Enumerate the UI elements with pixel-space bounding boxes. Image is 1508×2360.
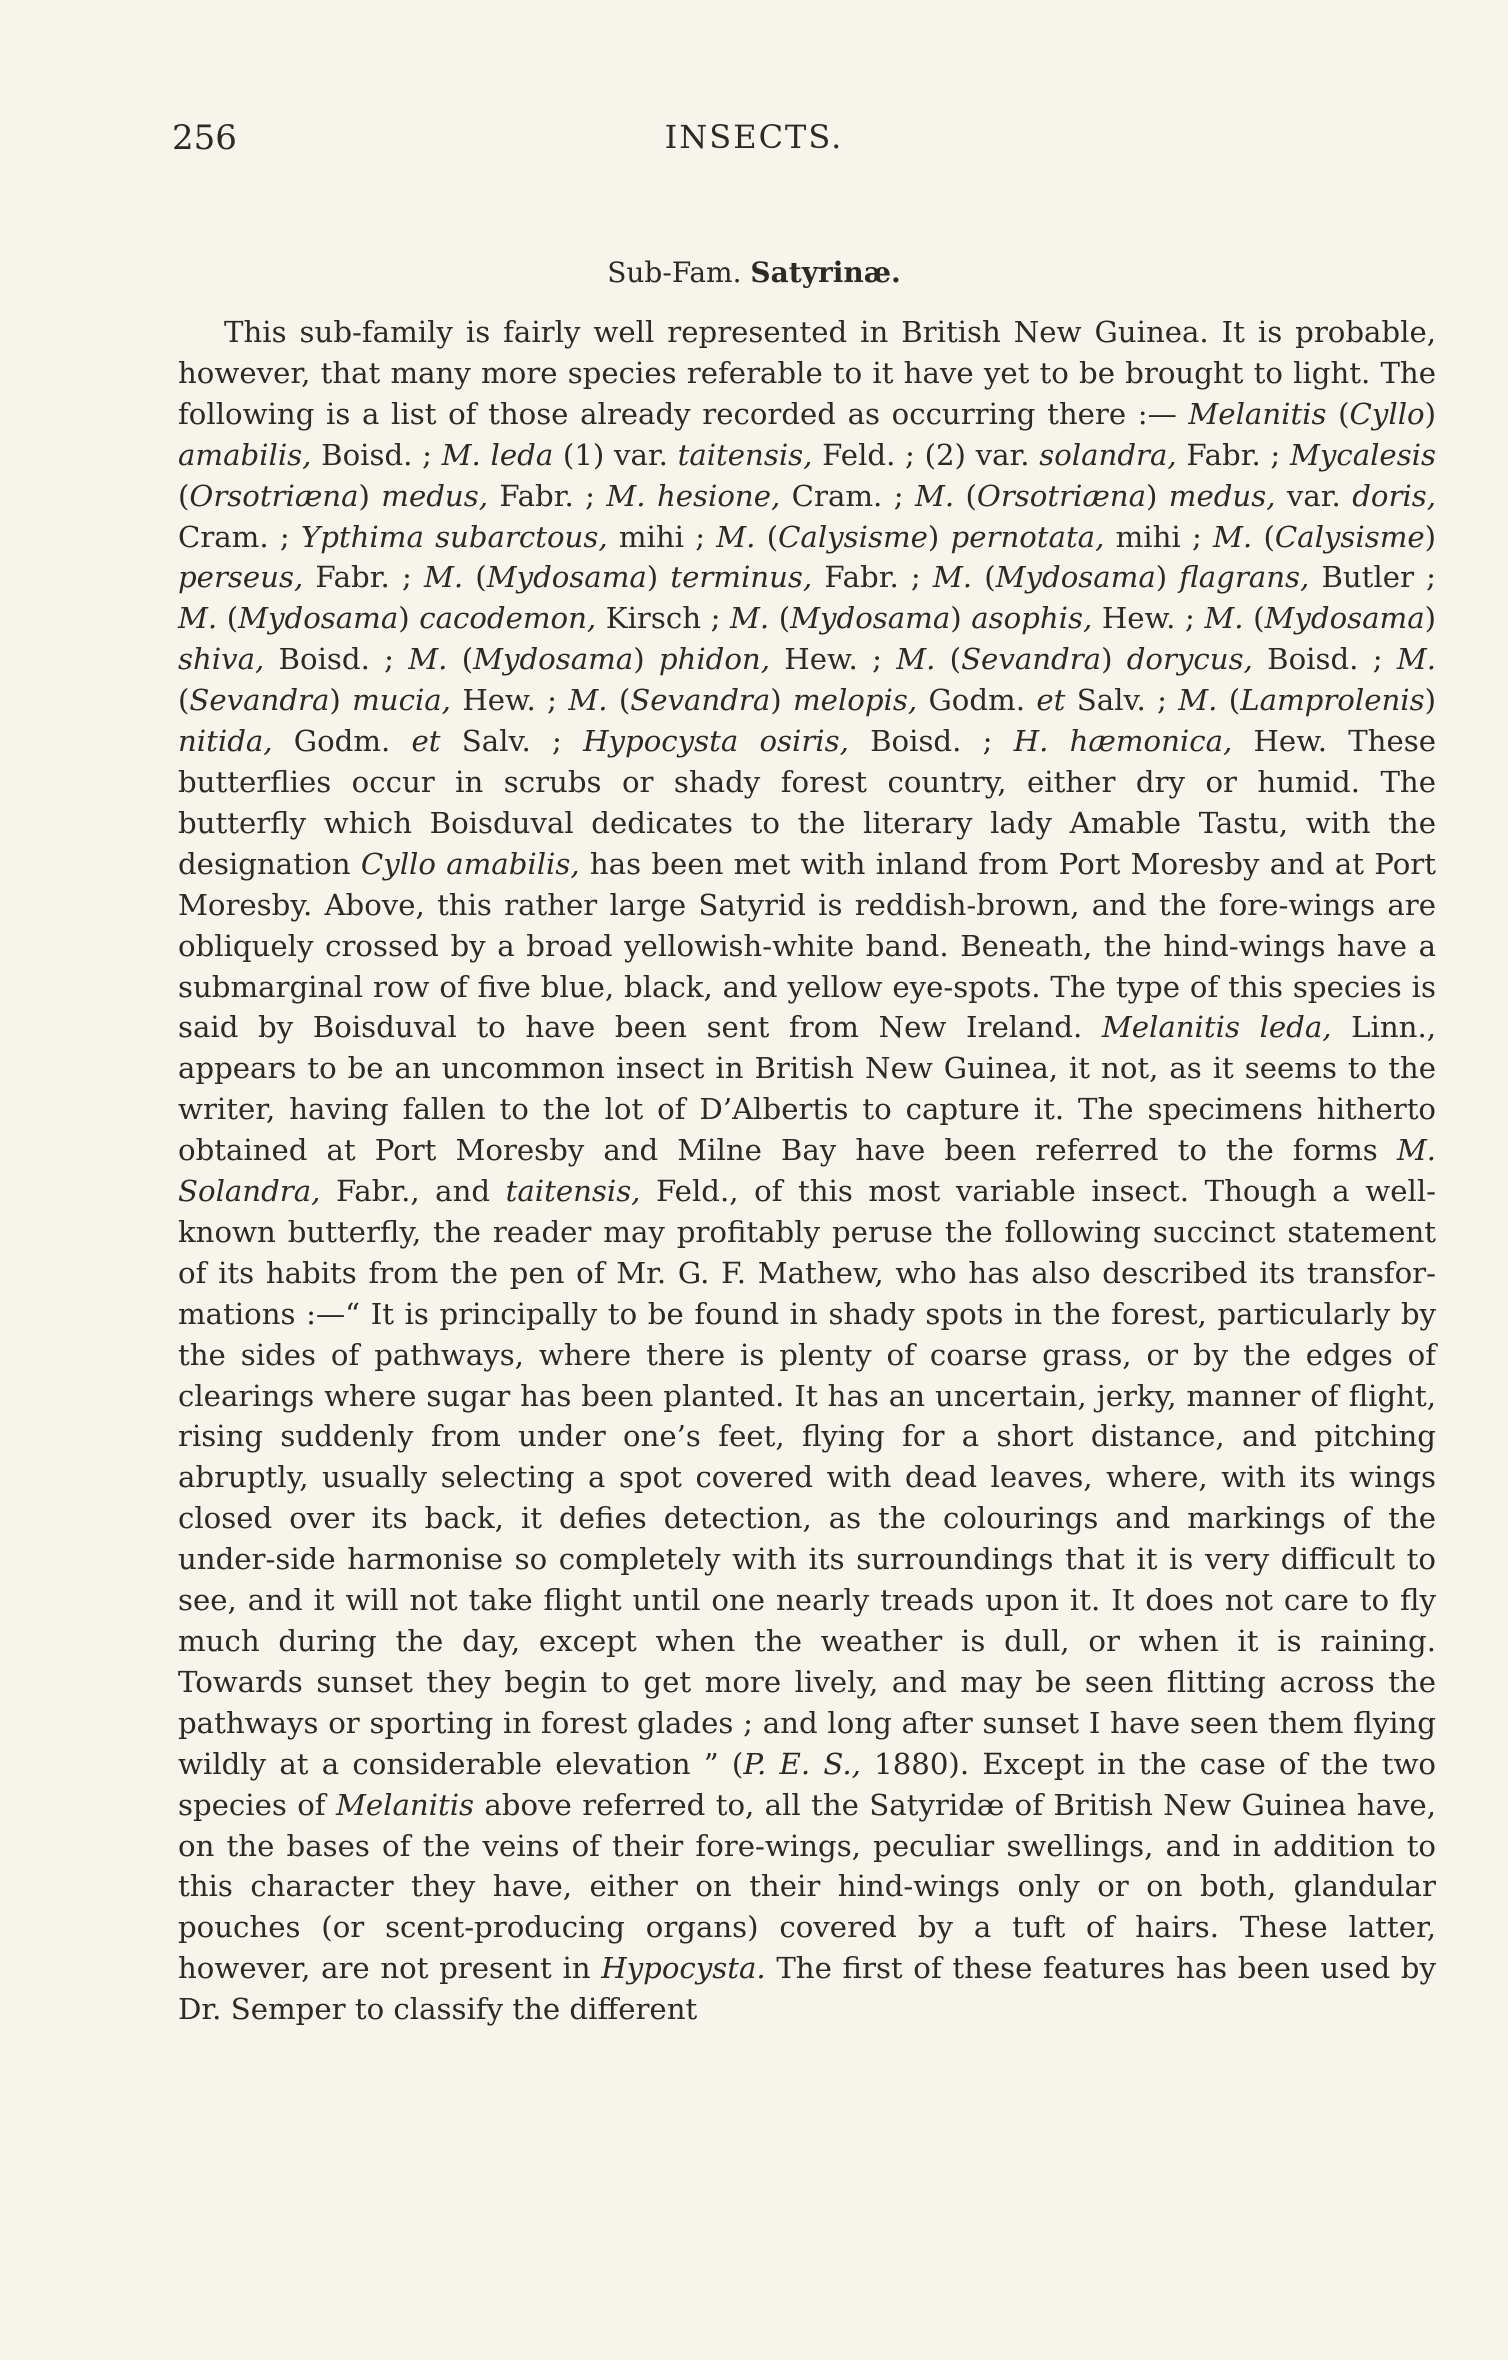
- italic-run: shiva,: [178, 642, 265, 677]
- text-run: has been met with inland from Port Moresby and at Port Moresby. Above, this rather large Satyrid is reddish-brown, and the fore-wings are obliquely crossed by a broad yellowish-white band. Beneath, the hind-wings have a submarginal row of five blue, black, and yellow eye-spots. The type of this species is said by Boisduval to have been sent from New Ireland.: [178, 846, 1436, 1045]
- text-run: ): [1146, 478, 1169, 513]
- italic-run: phidon,: [658, 642, 771, 677]
- text-run: (1) var.: [553, 437, 678, 472]
- italic-run: H. hæmonica,: [1013, 724, 1233, 759]
- text-run: The first of these features has been used by Dr. Semper to classify the different: [178, 1951, 1436, 2027]
- italic-run: M.: [408, 642, 448, 677]
- italic-run: M. leda: [441, 437, 554, 472]
- text-run: Fabr. ;: [487, 478, 607, 513]
- text-run: ): [633, 642, 659, 677]
- text-run: (: [178, 478, 190, 513]
- italic-run: Sevandra: [961, 642, 1102, 677]
- italic-run: flagrans,: [1179, 560, 1310, 595]
- text-run: ): [927, 519, 951, 554]
- text-run: Fabr. ;: [303, 560, 424, 595]
- text-run: (: [463, 560, 487, 595]
- text-run: Feld. ; (2) var.: [812, 437, 1040, 472]
- text-run: Salv. ;: [440, 724, 584, 759]
- italic-run: et: [1036, 683, 1066, 718]
- text-run: ): [1424, 396, 1436, 431]
- text-run: Godm.: [917, 683, 1037, 718]
- italic-run: Mydosama: [238, 601, 399, 636]
- text-run: Fabr. ;: [812, 560, 933, 595]
- text-run: Kirsch ;: [596, 601, 730, 636]
- italic-run: M.: [178, 601, 218, 636]
- italic-run: Orsotriæna: [976, 478, 1146, 513]
- text-run: Salv. ;: [1065, 683, 1179, 718]
- text-run: (: [755, 519, 779, 554]
- italic-run: M. hesione,: [606, 478, 781, 513]
- italic-run: Cyllo: [1349, 396, 1425, 431]
- text-run: (: [1252, 519, 1275, 554]
- text-run: ): [358, 478, 382, 513]
- italic-run: Melanitis: [335, 1787, 475, 1822]
- text-run: Linn., appears to be an uncommon insect in British New Guinea, it not, as it seems to the writer, having fallen to the lot of D’Albertis to capture it. The specimens hitherto obtained at Port Moresby and Milne Bay have been referred to the forms: [178, 1010, 1436, 1168]
- italic-run: M.: [896, 642, 936, 677]
- text-run: ): [1101, 642, 1127, 677]
- text-run: mihi ;: [607, 519, 717, 554]
- text-run: Godm.: [272, 724, 412, 759]
- italic-run: Mydosama: [995, 560, 1156, 595]
- italic-run: asophis,: [971, 601, 1093, 636]
- italic-run: Mydosama: [473, 642, 634, 677]
- italic-run: M.: [1396, 642, 1436, 677]
- italic-run: M.: [1204, 601, 1244, 636]
- italic-run: Melanitis leda,: [1101, 1010, 1332, 1045]
- italic-run: M. Solandra,: [178, 1133, 1436, 1209]
- text-run: Cram. ;: [780, 478, 915, 513]
- italic-run: Mydosama: [1264, 601, 1425, 636]
- text-run: (: [769, 601, 791, 636]
- text-run: ): [1424, 601, 1437, 636]
- text-run: ): [770, 683, 793, 718]
- text-run: ): [950, 601, 972, 636]
- italic-run: et: [411, 724, 441, 759]
- italic-run: medus,: [381, 478, 488, 513]
- italic-run: nitida,: [178, 724, 273, 759]
- text-run: Hew. These butterflies occur in scrubs or shady forest country, either dry or humid. The butterfly which Boisduval dedicates to the literary lady Amable Tastu, with the designation: [178, 724, 1436, 881]
- italic-run: Sevandra: [630, 683, 771, 718]
- text-run: (: [217, 601, 239, 636]
- text-run: ): [1424, 683, 1436, 718]
- italic-run: Mydosama: [790, 601, 951, 636]
- text-run: (: [935, 642, 962, 677]
- italic-run: taitensis,: [677, 437, 813, 472]
- text-run: Fabr., and: [320, 1174, 506, 1209]
- italic-run: Melanitis: [1188, 396, 1327, 431]
- text-run: (: [447, 642, 474, 677]
- text-run: (: [1217, 683, 1241, 718]
- text-run: Cram. ;: [178, 519, 301, 554]
- body-text: [178, 312, 1436, 2030]
- text-run: (: [178, 683, 190, 718]
- italic-run: Mycalesis: [1289, 437, 1436, 472]
- text-run: ): [1424, 519, 1437, 554]
- section-heading-name: Satyrinæ.: [750, 256, 901, 289]
- text-run: var.: [1275, 478, 1353, 513]
- text-run: mihi ;: [1104, 519, 1214, 554]
- italic-run: M.: [730, 601, 770, 636]
- text-run: This sub-family is fairly well represented in British New Guinea. It is probable, however, that many more species referable to it have yet to be brought to light. The following is a list of those already recorded as occurring there :—: [178, 315, 1436, 431]
- page-number: 256: [172, 118, 237, 158]
- italic-run: Hypocysta.: [601, 1951, 766, 1986]
- text-run: Hew. ;: [450, 683, 569, 718]
- italic-run: Sevandra: [189, 683, 330, 718]
- running-title: INSECTS.: [664, 118, 844, 156]
- italic-run: doris,: [1352, 478, 1437, 513]
- text-run: Boisd. ;: [1252, 642, 1397, 677]
- italic-run: taitensis,: [505, 1174, 641, 1209]
- italic-run: pernotata,: [950, 519, 1105, 554]
- italic-run: M.: [1178, 683, 1218, 718]
- text-run: ): [398, 601, 420, 636]
- text-run: 1880). Except in the case of the two species of: [178, 1746, 1436, 1822]
- text-run: Hew. ;: [1092, 601, 1205, 636]
- italic-run: M.: [716, 519, 756, 554]
- italic-run: P. E. S.,: [743, 1746, 861, 1781]
- italic-run: Cyllo amabilis,: [360, 846, 580, 881]
- text-run: ): [1155, 560, 1180, 595]
- italic-run: Calysisme: [778, 519, 928, 554]
- italic-run: Orsotriæna: [189, 478, 359, 513]
- italic-run: dorycus,: [1126, 642, 1253, 677]
- italic-run: terminus,: [670, 560, 813, 595]
- italic-run: Calysisme: [1274, 519, 1425, 554]
- italic-run: melopis,: [793, 683, 918, 718]
- running-head: [0, 118, 1508, 168]
- italic-run: M.: [932, 560, 973, 595]
- text-run: Hew. ;: [770, 642, 897, 677]
- text-run: (: [1243, 601, 1265, 636]
- text-run: Butler ;: [1309, 560, 1436, 595]
- italic-run: Lamprolenis: [1240, 683, 1425, 718]
- section-heading-prefix: Sub-Fam.: [607, 256, 742, 289]
- text-run: Feld., of this most variable insect. Though a well-known butterfly, the reader may profitably peruse the following succinct statement of its habits from the pen of Mr. G. F. Mathew, who has also described its transformations :—“ It is principally to be found in shady spots in the forest, particularly by the sides of pathways, where there is plenty of coarse grass, or by the edges of clearings where sugar has been planted. It has an uncertain, jerky, manner of flight, rising suddenly from under one’s feet, flying for a short distance, and pitching abruptly, usually selecting a spot covered with dead leaves, where, with its wings closed over its back, it defies detection, as the colourings and markings of the under-side harmonise so completely with its surroundings that it is very difficult to see, and it will not take flight until one nearly treads upon it. It does not care to fly much during the day, except when the weather is dull, or when it is raining. Towards sunset they begin to get more lively, and may be seen flitting across the pathways or sporting in forest glades ; and long after sunset I have seen them flying wildly at a considerable elevation ” (: [178, 1174, 1437, 1781]
- text-run: (: [972, 560, 996, 595]
- text-run: Boisd. ;: [264, 642, 409, 677]
- italic-run: medus,: [1168, 478, 1276, 513]
- italic-run: cacodemon,: [419, 601, 597, 636]
- italic-run: M.: [1213, 519, 1253, 554]
- text-run: (: [954, 478, 977, 513]
- italic-run: Hypocysta osiris,: [583, 724, 849, 759]
- text-run: (: [1326, 396, 1350, 431]
- italic-run: perseus,: [178, 560, 304, 595]
- italic-run: mucia,: [352, 683, 451, 718]
- text-run: Boisd. ;: [311, 437, 442, 472]
- italic-run: M.: [568, 683, 608, 718]
- text-run: above referred to, all the Satyridæ of British New Guinea have, on the bases of the veins of their fore-wings, peculiar swellings, and in addition to this character they have, either on their hind-wings only or on both, glandular pouches (or scent-producing organs) covered by a tuft of hairs. These latter, however, are not present in: [178, 1787, 1436, 1986]
- italic-run: solandra,: [1039, 437, 1177, 472]
- text-run: Fabr. ;: [1176, 437, 1290, 472]
- italic-run: M.: [423, 560, 464, 595]
- text-run: Boisd. ;: [848, 724, 1014, 759]
- text-run: ): [646, 560, 671, 595]
- italic-run: Ypthima subarctous,: [300, 519, 608, 554]
- italic-run: M.: [914, 478, 955, 513]
- text-run: ): [329, 683, 353, 718]
- italic-run: Mydosama: [486, 560, 647, 595]
- italic-run: amabilis,: [178, 437, 312, 472]
- text-run: (: [607, 683, 631, 718]
- section-heading: [0, 256, 1508, 289]
- paragraph: [178, 312, 1436, 2030]
